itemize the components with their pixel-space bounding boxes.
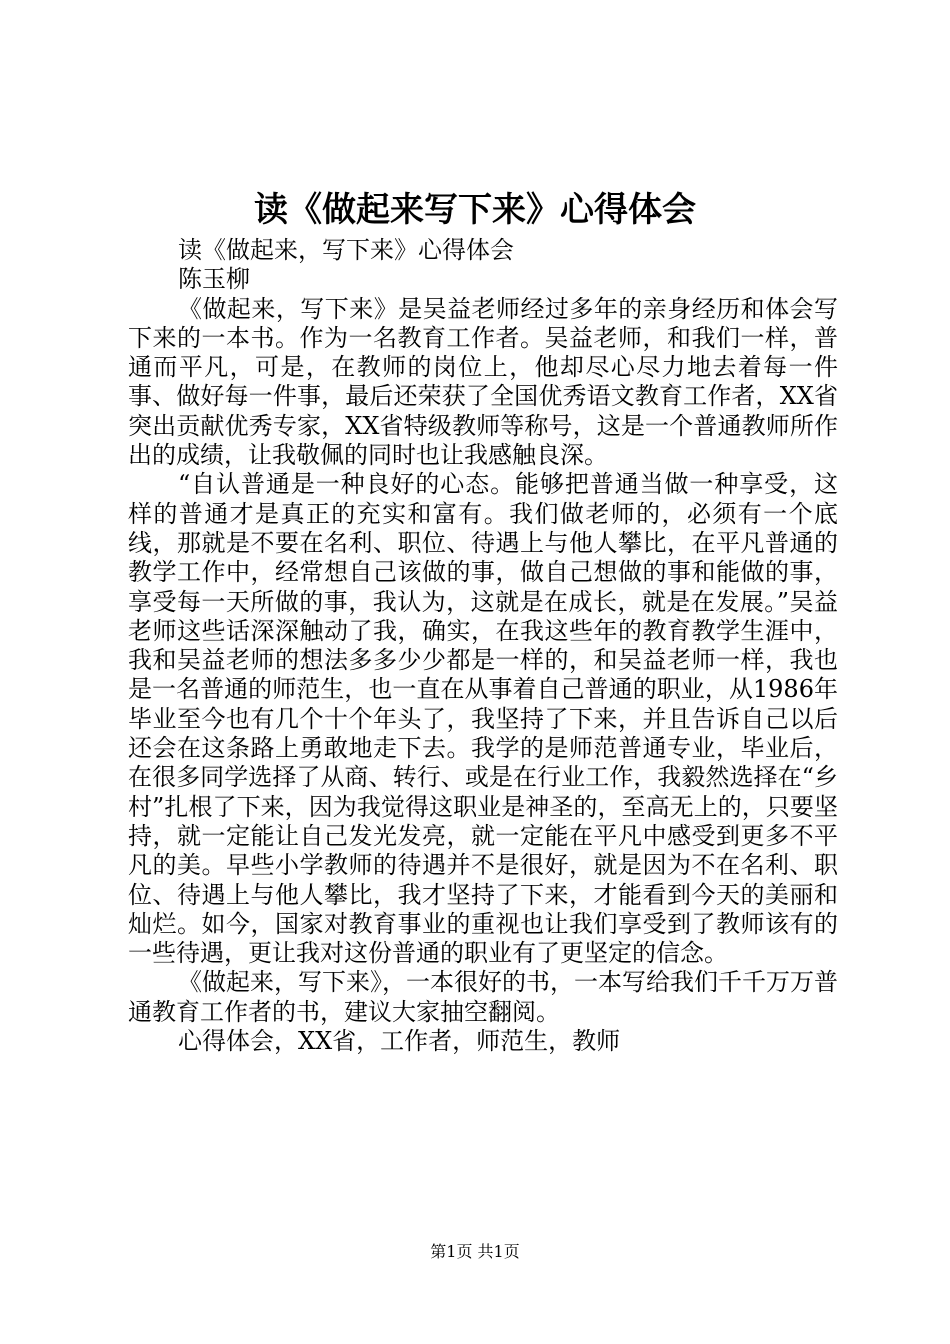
- page-footer: 第1页 共1页: [430, 1242, 520, 1261]
- document-body: [128, 236, 838, 1056]
- paragraph-1: 《做起来，写下来》是吴益老师经过多年的亲身经历和体会写下来的一本书。作为一名教育工作者。吴益老师，和我们一样，普通而平凡，可是，在教师的岗位上，他却尽心尽力地去着每一件事、做好每一件事，最后还荣获了全国优秀语文教育工作者，XX省突出贡献优秀专家，XX省特级教师等称号，这是一个普通教师所作出的成绩，让我敬佩的同时也让我感触良深。: [128, 294, 838, 470]
- document-title: 读《做起来写下来》心得体会: [254, 190, 696, 230]
- paragraph-2: “自认普通是一种良好的心态。能够把普通当做一种享受，这样的普通才是真正的充实和富有。我们做老师的，必须有一个底线，那就是不要在名利、职位、待遇上与他人攀比，在平凡普通的教学工作中，经常想自己该做的事，做自己想做的事和能做的事，享受每一天所做的事，我认为，这就是在成长，就是在发展。”吴益老师这些话深深触动了我，确实，在我这些年的教育教学生涯中，我和吴益老师的想法多多少少都是一样的，和吴益老师一样，我也是一名普通的师范生，也一直在从事着自己普通的职业，从1986年毕业至今也有几个十个年头了，我坚持了下来，并且告诉自己以后还会在这条路上勇敢地走下去。我学的是师范普通专业，毕业后，在很多同学选择了从商、转行、或是在行业工作，我毅然选择在“乡村”扎根了下来，因为我觉得这职业是神圣的，至高无上的，只要坚持，就一定能让自己发光发亮，就一定能在平凡中感受到更多不平凡的美。早些小学教师的待遇并不是很好，就是因为不在名利、职位、待遇上与他人攀比，我才坚持了下来，才能看到今天的美丽和灿烂。如今，国家对教育事业的重视也让我们享受到了教师该有的一些待遇，更让我对这份普通的职业有了更坚定的信念。: [128, 470, 838, 968]
- author-line: 陈玉柳: [178, 265, 250, 294]
- subtitle-line: 读《做起来，写下来》心得体会: [178, 236, 514, 264]
- keywords-line: 心得体会，XX省，工作者，师范生，教师: [178, 1027, 621, 1056]
- paragraph-3: 《做起来，写下来》，一本很好的书，一本写给我们千千万万普通教育工作者的书，建议大家抽空翻阅。: [128, 968, 838, 1026]
